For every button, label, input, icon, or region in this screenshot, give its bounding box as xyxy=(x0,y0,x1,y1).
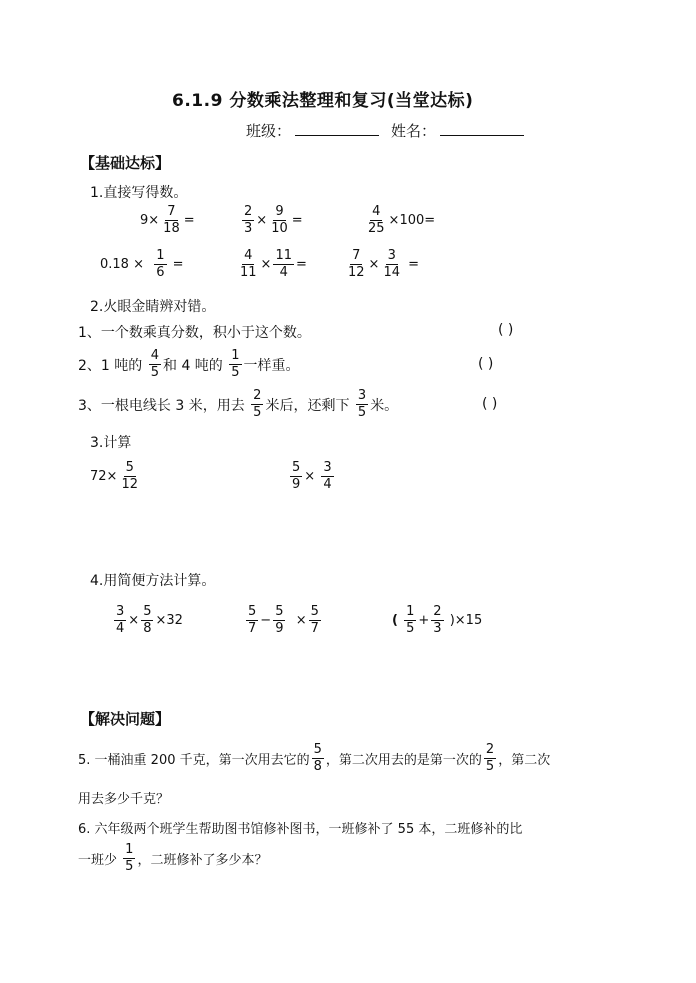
fraction: $\frac{2}{5}$ xyxy=(485,742,495,774)
q3-title: 3.计算 xyxy=(90,435,132,451)
q2-item-2-answer: ( ) xyxy=(478,356,494,372)
fraction: $\frac{7}{18}$ xyxy=(163,204,180,236)
fraction: $\frac{5}{8}$ xyxy=(313,742,322,774)
fraction: $\frac{3}{5}$ xyxy=(357,388,367,420)
q1-r2-b: $\frac{4}{11}$ × $\frac{11}{4}$ = xyxy=(240,248,307,280)
fraction: $\frac{3}{14}$ xyxy=(383,248,400,280)
fraction: $\frac{1}{5}$ xyxy=(125,842,134,874)
q4-expr-3: ( $\frac{1}{5}$ + $\frac{2}{3}$ )×15 xyxy=(392,604,483,636)
fraction: $\frac{2}{3}$ xyxy=(244,204,253,236)
q2-item-2: 2、1 吨的 $\frac{4}{5}$ 和 4 吨的 $\frac{1}{5}$ 一样重。 xyxy=(78,348,300,380)
q5-line-2: 用去多少千克？ xyxy=(78,792,170,807)
q3-expr-2: $\frac{5}{9}$ × $\frac{3}{4}$ xyxy=(292,460,332,492)
fraction: $\frac{3}{4}$ xyxy=(116,604,125,636)
class-blank xyxy=(295,121,379,136)
q4-expr-2: $\frac{5}{7}$ − $\frac{5}{9}$ × $\frac{5}{7}$ xyxy=(248,604,319,636)
q1-r2-c: $\frac{7}{12}$ × $\frac{3}{14}$ = xyxy=(348,248,420,280)
name-blank xyxy=(440,121,524,136)
q2-item-3: 3、一根电线长 3 米，用去 $\frac{2}{5}$ 米后，还剩下 $\frac{3}{5}$ 米。 xyxy=(78,388,399,420)
q2-item-1-answer: ( ) xyxy=(498,322,514,338)
q5-line-1: 5. 一桶油重 200 千克，第一次用去它的 $\frac{5}{8}$ ，第二次用去的是第一次的 $\frac{2}{5}$ ，第二次 xyxy=(78,742,551,774)
fraction: $\frac{3}{4}$ xyxy=(323,460,332,492)
fraction: $\frac{5}{7}$ xyxy=(310,604,319,636)
q6-line-2: 一班少 $\frac{1}{5}$ ，二班修补了多少本？ xyxy=(78,842,268,874)
fraction: $\frac{5}{9}$ xyxy=(292,460,301,492)
q1-r1-c: $\frac{4}{25}$ ×100= xyxy=(368,204,436,236)
fraction: $\frac{5}{9}$ xyxy=(275,604,284,636)
section-solve-heading: 【解决问题】 xyxy=(80,710,171,728)
q4-expr-1: $\frac{3}{4}$ × $\frac{5}{8}$ ×32 xyxy=(116,604,183,636)
class-label: 班级： xyxy=(246,122,292,140)
q1-r1-a: 9× $\frac{7}{18}$ = xyxy=(140,204,195,236)
student-info-line xyxy=(246,120,536,141)
fraction: $\frac{7}{12}$ xyxy=(348,248,365,280)
q1-title: 1.直接写得数。 xyxy=(90,185,188,201)
q3-expr-1: 72× $\frac{5}{12}$ xyxy=(90,460,138,492)
q2-item-1: 1、一个数乘真分数，积小于这个数。 xyxy=(78,325,311,341)
fraction: $\frac{5}{8}$ xyxy=(143,604,152,636)
fraction: $\frac{5}{7}$ xyxy=(248,604,257,636)
q1-r1-b: $\frac{2}{3}$ × $\frac{9}{10}$ = xyxy=(244,204,303,236)
q6-line-1: 6. 六年级两个班学生帮助图书馆修补图书，一班修补了 55 本，二班修补的比 xyxy=(78,822,523,837)
q4-title: 4.用简便方法计算。 xyxy=(90,573,216,589)
q1-r2-a: 0.18 × $\frac{1}{6}$ = xyxy=(100,248,184,280)
fraction: $\frac{5}{12}$ xyxy=(121,460,138,492)
section-basic-heading: 【基础达标】 xyxy=(80,154,171,172)
fraction: $\frac{2}{3}$ xyxy=(433,604,442,636)
page-title: 6.1.9 分数乘法整理和复习(当堂达标) xyxy=(172,91,474,111)
fraction: $\frac{1}{6}$ xyxy=(156,248,165,280)
fraction: $\frac{4}{5}$ xyxy=(150,348,159,380)
fraction: $\frac{11}{4}$ xyxy=(275,248,292,280)
name-label: 姓名： xyxy=(391,122,437,140)
fraction: $\frac{4}{25}$ xyxy=(368,204,385,236)
fraction: $\frac{1}{5}$ xyxy=(231,348,240,380)
q2-item-3-answer: ( ) xyxy=(482,396,498,412)
fraction: $\frac{9}{10}$ xyxy=(271,204,288,236)
q2-title: 2.火眼金睛辨对错。 xyxy=(90,299,216,315)
fraction: $\frac{4}{11}$ xyxy=(240,248,257,280)
fraction: $\frac{2}{5}$ xyxy=(253,388,262,420)
fraction: $\frac{1}{5}$ xyxy=(406,604,415,636)
